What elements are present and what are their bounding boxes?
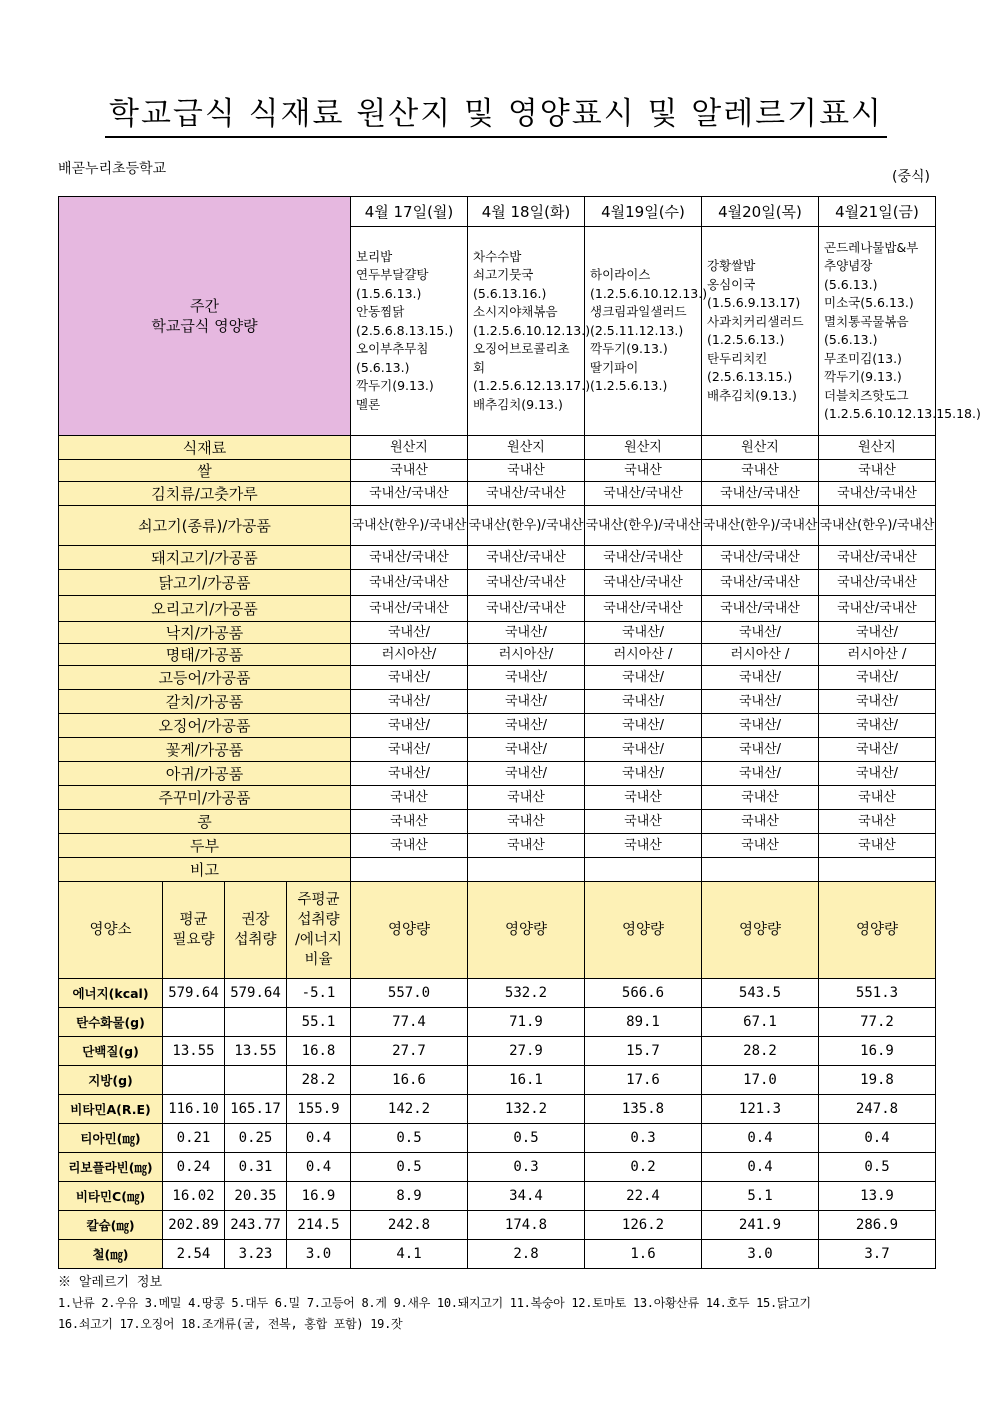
origin-value: 국내산/: [351, 666, 468, 690]
menu-text: 차수수밥 쇠고기뭇국(5.6.13.16.) 소시지야채볶음(1.2.5.6.10.12.13.) 오징어브로콜리초회 (1.2.5.6.12.13.17.) 배추김치(9.13.): [473, 248, 591, 412]
nutrient-daily-value: 135.8: [585, 1095, 702, 1124]
origin-value: 국내산/국내산: [819, 546, 936, 570]
nutrient-avg: 579.64: [163, 979, 225, 1008]
nutrient-daily-value: 5.1: [702, 1182, 819, 1211]
nutrient-label: 에너지(kcal): [59, 979, 163, 1008]
origin-value: 국내산: [351, 460, 468, 482]
origin-value: 국내산: [585, 786, 702, 810]
origin-value: 러시아산 /: [585, 644, 702, 666]
nutrient-daily-value: 71.9: [468, 1008, 585, 1037]
origin-value: 국내산/: [468, 666, 585, 690]
nutrient-daily-value: 27.7: [351, 1037, 468, 1066]
origin-value: [702, 858, 819, 882]
nutrient-label: 리보플라빈(㎎): [59, 1153, 163, 1182]
origin-value: 러시아산 /: [702, 644, 819, 666]
nutrition-row: [59, 1211, 936, 1240]
origin-value: 국내산/국내산: [819, 570, 936, 596]
origin-row: [59, 546, 936, 570]
origin-row: [59, 786, 936, 810]
origin-value: 원산지: [468, 436, 585, 460]
nutrient-rec: 20.35: [225, 1182, 287, 1211]
nutrient-rec: 165.17: [225, 1095, 287, 1124]
nutrient-daily-value: 557.0: [351, 979, 468, 1008]
nutrient-label: 지방(g): [59, 1066, 163, 1095]
origin-value: 국내산: [468, 810, 585, 834]
menu-cell: [819, 227, 981, 436]
origin-value: 국내산/: [468, 738, 585, 762]
origin-row: [59, 738, 936, 762]
nutrient-avg: 2.54: [163, 1240, 225, 1269]
origin-value: [585, 858, 702, 882]
nutrient-daily-value: 551.3: [819, 979, 936, 1008]
nutrient-daily-value: 3.0: [702, 1240, 819, 1269]
ingredient-label: 낙지/가공품: [59, 622, 351, 644]
origin-value: 국내산/: [585, 690, 702, 714]
nutrient-header: 영양소: [59, 882, 163, 979]
meal-type: (중식): [892, 169, 930, 185]
origin-value: [819, 858, 936, 882]
nutrient-avg: [163, 1008, 225, 1037]
nutrient-daily-value: 0.5: [351, 1124, 468, 1153]
weekly-avg-header: 주평균 섭취량 /에너지 비율: [287, 882, 351, 979]
nutrient-week: 0.4: [287, 1153, 351, 1182]
ingredient-label: 쇠고기(종류)/가공품: [59, 506, 351, 546]
nutrient-daily-value: 242.8: [351, 1211, 468, 1240]
nutrient-daily-value: 16.6: [351, 1066, 468, 1095]
allergy-list-line-2: 16.쇠고기 17.오징어 18.조개류(굴, 전복, 홍합 포함) 19.잣: [58, 1317, 403, 1331]
nutrient-avg: 13.55: [163, 1037, 225, 1066]
nutrient-daily-value: 286.9: [819, 1211, 936, 1240]
nutrition-header-row: [59, 882, 936, 979]
origin-value: 국내산(한우)/국내산: [585, 506, 702, 546]
origin-value: 국내산/: [819, 666, 936, 690]
origin-row: [59, 690, 936, 714]
origin-value: 국내산/국내산: [351, 482, 468, 506]
nutrient-avg: 202.89: [163, 1211, 225, 1240]
origin-value: 국내산/국내산: [468, 596, 585, 622]
nutrient-daily-value: 3.7: [819, 1240, 936, 1269]
origin-value: 국내산/: [702, 622, 819, 644]
nutrient-rec: 13.55: [225, 1037, 287, 1066]
nutrient-daily-value: 0.5: [468, 1124, 585, 1153]
day-header: 4월20일(목): [702, 197, 819, 227]
menu-cell: [585, 227, 708, 436]
nutrient-daily-value: 126.2: [585, 1211, 702, 1240]
nutrient-daily-value: 532.2: [468, 979, 585, 1008]
origin-value: 국내산: [468, 834, 585, 858]
origin-value: 국내산/: [468, 690, 585, 714]
origin-value: 국내산: [702, 834, 819, 858]
nutrient-week: 3.0: [287, 1240, 351, 1269]
origin-row: [59, 666, 936, 690]
nutrient-daily-value: 543.5: [702, 979, 819, 1008]
nutrient-avg: 0.21: [163, 1124, 225, 1153]
nutrient-rec: [225, 1008, 287, 1037]
origin-value: 국내산: [819, 810, 936, 834]
nutrient-label: 단백질(g): [59, 1037, 163, 1066]
nutrient-daily-value: 142.2: [351, 1095, 468, 1124]
origin-value: 국내산: [702, 460, 819, 482]
origin-value: 국내산(한우)/국내산: [819, 506, 936, 546]
nutrient-daily-value: 247.8: [819, 1095, 936, 1124]
amount-header: 영양량: [819, 882, 936, 979]
days-row: [59, 197, 936, 227]
origin-value: 국내산/국내산: [702, 570, 819, 596]
origin-value: 국내산/: [351, 690, 468, 714]
nutrition-row: [59, 979, 936, 1008]
nutrient-avg: 116.10: [163, 1095, 225, 1124]
origin-value: 국내산: [468, 786, 585, 810]
ingredient-label: 쌀: [59, 460, 351, 482]
nutrient-daily-value: 89.1: [585, 1008, 702, 1037]
nutrient-rec: 243.77: [225, 1211, 287, 1240]
origin-row: [59, 460, 936, 482]
origin-value: 국내산/국내산: [351, 596, 468, 622]
nutrient-daily-value: 8.9: [351, 1182, 468, 1211]
nutrient-daily-value: 19.8: [819, 1066, 936, 1095]
origin-value: 러시아산 /: [819, 644, 936, 666]
nutrient-daily-value: 15.7: [585, 1037, 702, 1066]
origin-value: 국내산/: [819, 738, 936, 762]
nutrient-avg: 16.02: [163, 1182, 225, 1211]
origin-value: 국내산/국내산: [585, 570, 702, 596]
origin-row: [59, 596, 936, 622]
origin-value: 국내산: [585, 460, 702, 482]
nutrient-daily-value: 0.5: [819, 1153, 936, 1182]
origin-value: 국내산/: [819, 714, 936, 738]
nutrient-daily-value: 67.1: [702, 1008, 819, 1037]
origin-value: 국내산/: [468, 762, 585, 786]
origin-value: 러시아산/: [351, 644, 468, 666]
origin-row: [59, 506, 936, 546]
ingredient-label: 오징어/가공품: [59, 714, 351, 738]
origin-value: 국내산/: [585, 666, 702, 690]
nutrient-avg: [163, 1066, 225, 1095]
origin-value: 국내산/국내산: [468, 546, 585, 570]
nutrient-daily-value: 28.2: [702, 1037, 819, 1066]
allergy-list-line-1: 1.난류 2.우유 3.메밀 4.땅콩 5.대두 6.밀 7.고등어 8.게 9.새우 10.돼지고기 11.복숭아 12.토마토 13.아황산류 14.호두 15.닭고기: [58, 1296, 811, 1310]
nutrient-label: 비타민C(㎎): [59, 1182, 163, 1211]
nutrient-daily-value: 77.2: [819, 1008, 936, 1037]
nutrient-daily-value: 0.2: [585, 1153, 702, 1182]
nutrient-daily-value: 0.3: [585, 1124, 702, 1153]
nutrient-daily-value: 77.4: [351, 1008, 468, 1037]
nutrient-avg: 0.24: [163, 1153, 225, 1182]
origin-row: [59, 644, 936, 666]
origin-value: 국내산/국내산: [351, 570, 468, 596]
origin-value: 국내산/국내산: [819, 482, 936, 506]
origin-row: [59, 834, 936, 858]
origin-value: 국내산/국내산: [468, 482, 585, 506]
avg-required-header: 평균 필요량: [163, 882, 225, 979]
origin-value: 국내산/: [468, 714, 585, 738]
origin-value: 국내산/: [585, 738, 702, 762]
origin-value: 국내산: [351, 834, 468, 858]
nutrient-daily-value: 13.9: [819, 1182, 936, 1211]
nutrient-daily-value: 17.0: [702, 1066, 819, 1095]
origin-row: [59, 436, 936, 460]
origin-value: 원산지: [819, 436, 936, 460]
nutrient-label: 칼슘(㎎): [59, 1211, 163, 1240]
nutrient-daily-value: 132.2: [468, 1095, 585, 1124]
nutrition-row: [59, 1240, 936, 1269]
nutrient-daily-value: 0.3: [468, 1153, 585, 1182]
origin-value: 국내산(한우)/국내산: [702, 506, 819, 546]
origin-row: [59, 714, 936, 738]
nutrient-rec: 579.64: [225, 979, 287, 1008]
origin-value: 국내산/: [351, 738, 468, 762]
origin-value: 국내산/국내산: [351, 546, 468, 570]
origin-value: 국내산: [702, 786, 819, 810]
menu-text: 곤드레나물밥&부추양념장 (5.6.13.) 미소국(5.6.13.) 멸치통곡물볶음 (5.6.13.) 무조미김(13.) 깍두기(9.13.) 더블치즈핫도그 (1.2.5.6.10.12.13.15.18.): [824, 239, 981, 421]
ingredient-label: 오리고기/가공품: [59, 596, 351, 622]
amount-header: 영양량: [585, 882, 702, 979]
allergy-title: ※ 알레르기 정보: [58, 1275, 163, 1290]
nutrient-week: 16.8: [287, 1037, 351, 1066]
amount-header: 영양량: [468, 882, 585, 979]
nutrient-daily-value: 0.5: [351, 1153, 468, 1182]
nutrient-daily-value: 34.4: [468, 1182, 585, 1211]
origin-value: 국내산/: [468, 622, 585, 644]
nutrition-row: [59, 1037, 936, 1066]
nutrient-week: 16.9: [287, 1182, 351, 1211]
nutrient-daily-value: 0.4: [702, 1153, 819, 1182]
origin-value: 원산지: [702, 436, 819, 460]
origin-row: [59, 570, 936, 596]
nutrient-daily-value: 2.8: [468, 1240, 585, 1269]
page-title: 학교급식 식재료 원산지 및 영양표시 및 알레르기표시: [0, 88, 992, 133]
origin-value: 원산지: [585, 436, 702, 460]
nutrient-daily-value: 0.4: [819, 1124, 936, 1153]
ingredient-label: 주꾸미/가공품: [59, 786, 351, 810]
day-header: 4월19일(수): [585, 197, 702, 227]
origin-value: [351, 858, 468, 882]
origin-value: 국내산/국내산: [702, 596, 819, 622]
menu-text: 강황쌀밥 옹심이국(1.5.6.9.13.17) 사과치커리샐러드 (1.2.5.6.13.) 탄두리치킨(2.5.6.13.15.) 배추김치(9.13.): [707, 258, 804, 403]
origin-value: 국내산/: [351, 762, 468, 786]
school-name: 배곧누리초등학교: [58, 161, 167, 177]
nutrient-daily-value: 16.1: [468, 1066, 585, 1095]
nutrient-rec: 0.31: [225, 1153, 287, 1182]
nutrient-week: 214.5: [287, 1211, 351, 1240]
nutrient-daily-value: 16.9: [819, 1037, 936, 1066]
origin-value: 국내산/국내산: [585, 482, 702, 506]
origin-value: 국내산: [819, 834, 936, 858]
nutrient-label: 탄수화물(g): [59, 1008, 163, 1037]
ingredient-label: 꽃게/가공품: [59, 738, 351, 762]
ingredient-label: 돼지고기/가공품: [59, 546, 351, 570]
nutrient-daily-value: 17.6: [585, 1066, 702, 1095]
nutrient-rec: 0.25: [225, 1124, 287, 1153]
nutrient-daily-value: 241.9: [702, 1211, 819, 1240]
nutrient-week: -5.1: [287, 979, 351, 1008]
nutrient-label: 티아민(㎎): [59, 1124, 163, 1153]
nutrition-row: [59, 1066, 936, 1095]
ingredient-label: 아귀/가공품: [59, 762, 351, 786]
origin-value: 원산지: [351, 436, 468, 460]
ingredient-label: 갈치/가공품: [59, 690, 351, 714]
day-header: 4월 17일(월): [351, 197, 468, 227]
origin-value: 국내산/: [702, 666, 819, 690]
origin-value: 국내산/: [702, 738, 819, 762]
origin-value: 국내산/: [819, 690, 936, 714]
nutrition-row: [59, 1008, 936, 1037]
nutrient-week: 155.9: [287, 1095, 351, 1124]
ingredient-label: 식재료: [59, 436, 351, 460]
nutrient-daily-value: 22.4: [585, 1182, 702, 1211]
nutrition-row: [59, 1153, 936, 1182]
origin-value: 국내산/국내산: [585, 546, 702, 570]
menu-text: 보리밥 연두부달걀탕(1.5.6.13.) 안동찜닭(2.5.6.8.13.15.) 오이부추무침(5.6.13.) 깍두기(9.13.) 멜론: [356, 248, 454, 412]
origin-value: 국내산/: [585, 714, 702, 738]
nutrient-week: 55.1: [287, 1008, 351, 1037]
origin-value: 국내산: [819, 460, 936, 482]
ingredient-label: 콩: [59, 810, 351, 834]
ingredient-label: 비고: [59, 858, 351, 882]
origin-value: 국내산/: [819, 762, 936, 786]
ingredient-label: 명태/가공품: [59, 644, 351, 666]
origin-row: [59, 810, 936, 834]
origin-value: 러시아산/: [468, 644, 585, 666]
origin-value: 국내산: [468, 460, 585, 482]
day-header: 4월 18일(화): [468, 197, 585, 227]
origin-value: 국내산(한우)/국내산: [351, 506, 468, 546]
nutrient-daily-value: 27.9: [468, 1037, 585, 1066]
ingredient-label: 두부: [59, 834, 351, 858]
origin-row: [59, 858, 936, 882]
ingredient-label: 고등어/가공품: [59, 666, 351, 690]
nutrient-label: 철(㎎): [59, 1240, 163, 1269]
weekly-nutrition-label: 주간 학교급식 영양량: [59, 197, 351, 436]
nutrient-daily-value: 566.6: [585, 979, 702, 1008]
menu-cell: [702, 227, 819, 436]
nutrient-week: 0.4: [287, 1124, 351, 1153]
nutrient-week: 28.2: [287, 1066, 351, 1095]
nutrient-rec: [225, 1066, 287, 1095]
origin-value: 국내산/국내산: [702, 482, 819, 506]
recommended-header: 권장 섭취량: [225, 882, 287, 979]
origin-value: 국내산/: [819, 622, 936, 644]
origin-value: 국내산: [351, 810, 468, 834]
origin-value: 국내산/국내산: [468, 570, 585, 596]
nutrient-daily-value: 121.3: [702, 1095, 819, 1124]
nutrient-daily-value: 0.4: [702, 1124, 819, 1153]
origin-value: 국내산/: [351, 622, 468, 644]
ingredient-label: 김치류/고춧가루: [59, 482, 351, 506]
origin-value: 국내산: [702, 810, 819, 834]
menu-text: 하이라이스 (1.2.5.6.10.12.13.) 생크림과일샐러드 (2.5.11.12.13.) 깍두기(9.13.) 딸기파이(1.2.5.6.13.): [590, 267, 708, 394]
nutrient-daily-value: 1.6: [585, 1240, 702, 1269]
origin-value: 국내산/국내산: [585, 596, 702, 622]
origin-value: 국내산/: [702, 690, 819, 714]
allergy-info: [58, 1272, 811, 1335]
nutrient-label: 비타민A(R.E): [59, 1095, 163, 1124]
origin-value: 국내산(한우)/국내산: [468, 506, 585, 546]
origin-value: [468, 858, 585, 882]
nutrition-row: [59, 1182, 936, 1211]
nutrition-row: [59, 1124, 936, 1153]
origin-row: [59, 762, 936, 786]
origin-value: 국내산/: [351, 714, 468, 738]
origin-value: 국내산: [585, 810, 702, 834]
nutrient-daily-value: 4.1: [351, 1240, 468, 1269]
origin-value: 국내산: [819, 786, 936, 810]
nutrition-table: [58, 881, 936, 1269]
origin-value: 국내산/국내산: [702, 546, 819, 570]
origin-row: [59, 622, 936, 644]
amount-header: 영양량: [702, 882, 819, 979]
origin-table: [58, 196, 981, 882]
origin-value: 국내산: [351, 786, 468, 810]
origin-value: 국내산/: [702, 714, 819, 738]
origin-value: 국내산/: [585, 762, 702, 786]
amount-header: 영양량: [351, 882, 468, 979]
origin-value: 국내산/국내산: [819, 596, 936, 622]
nutrient-daily-value: 174.8: [468, 1211, 585, 1240]
menu-cell: [468, 227, 591, 436]
origin-value: 국내산/: [702, 762, 819, 786]
menu-cell: [351, 227, 468, 436]
ingredient-label: 닭고기/가공품: [59, 570, 351, 596]
origin-value: 국내산: [585, 834, 702, 858]
origin-value: 국내산/: [585, 622, 702, 644]
day-header: 4월21일(금): [819, 197, 936, 227]
nutrient-rec: 3.23: [225, 1240, 287, 1269]
origin-row: [59, 482, 936, 506]
nutrition-row: [59, 1095, 936, 1124]
